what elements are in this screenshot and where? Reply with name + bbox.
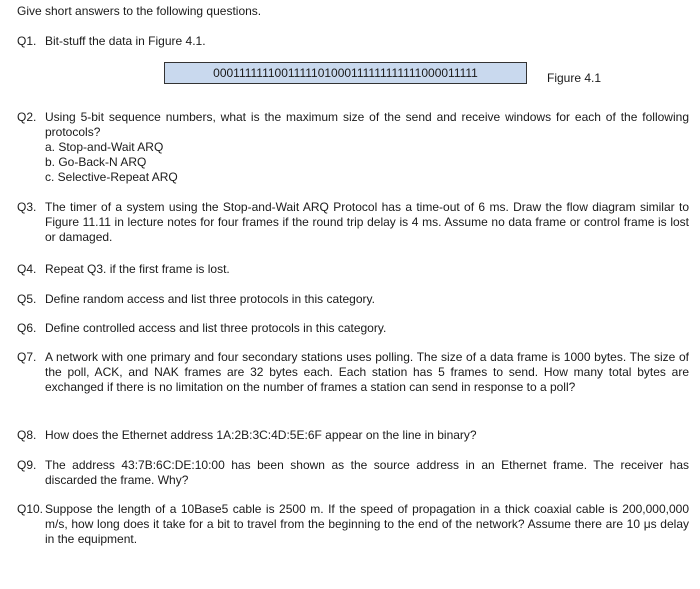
- figure-label: Figure 4.1: [547, 71, 602, 85]
- question-6: [17, 321, 689, 336]
- question-number: Q5.: [17, 292, 37, 306]
- question-number: Q9.: [17, 458, 37, 472]
- question-1: [17, 34, 689, 49]
- question-5: [17, 292, 689, 307]
- question-2: [17, 110, 689, 185]
- question-number: Q3.: [17, 200, 37, 214]
- option-item: c. Selective-Repeat ARQ: [45, 170, 178, 184]
- question-number: Q6.: [17, 321, 37, 335]
- question-9: [17, 458, 689, 488]
- question-4: [17, 262, 689, 277]
- question-text: The timer of a system using the Stop-and-Wait ARQ Protocol has a time-out of 6 ms. Draw the flow diagram similar to Figure 11.11 in lecture notes for four frames if the round trip delay is 4 ms. Assume no data frame or control frame is lost or damaged.: [45, 200, 689, 244]
- question-text: Repeat Q3. if the first frame is lost.: [45, 262, 230, 276]
- question-text: How does the Ethernet address 1A:2B:3C:4D:5E:6F appear on the line in binary?: [45, 428, 477, 442]
- question-3: [17, 200, 689, 245]
- question-text: Using 5-bit sequence numbers, what is the maximum size of the send and receive windows for each of the following protocols?: [45, 110, 689, 139]
- question-number: Q8.: [17, 428, 37, 442]
- question-10: [17, 502, 689, 547]
- question-number: Q7.: [17, 350, 37, 364]
- question-number: Q2.: [17, 110, 37, 124]
- question-text: Define controlled access and list three protocols in this category.: [45, 321, 387, 335]
- option-item: a. Stop-and-Wait ARQ: [45, 140, 164, 154]
- instructions: Give short answers to the following questions.: [17, 4, 262, 18]
- question-text: A network with one primary and four secondary stations uses polling. The size of a data frame is 1000 bytes. The size of the poll, ACK, and NAK frames are 32 bytes each. Each station has 5 frames to send. How many total bytes are exchanged if there is no limitation on the number of frames a station can send in response to a poll?: [45, 350, 689, 394]
- question-8: [17, 428, 689, 443]
- question-text: The address 43:7B:6C:DE:10:00 has been shown as the source address in an Ethernet frame. The receiver has discarded the frame. Why?: [45, 458, 689, 487]
- question-number: Q4.: [17, 262, 37, 276]
- question-text: Bit-stuff the data in Figure 4.1.: [45, 34, 206, 48]
- option-item: b. Go-Back-N ARQ: [45, 155, 147, 169]
- option-list: [45, 140, 689, 185]
- bitstring-box: 0001111111001111101000111111111111000011111: [164, 62, 527, 84]
- question-7: [17, 350, 689, 395]
- question-text: Suppose the length of a 10Base5 cable is 2500 m. If the speed of propagation in a thick coaxial cable is 200,000,000 m/s, how long does it take for a bit to travel from the beginning to the end of the network? Assume there are 10 μs delay in the equipment.: [45, 502, 689, 546]
- question-text: Define random access and list three protocols in this category.: [45, 292, 375, 306]
- question-number: Q10.: [17, 502, 44, 516]
- question-number: Q1.: [17, 34, 37, 48]
